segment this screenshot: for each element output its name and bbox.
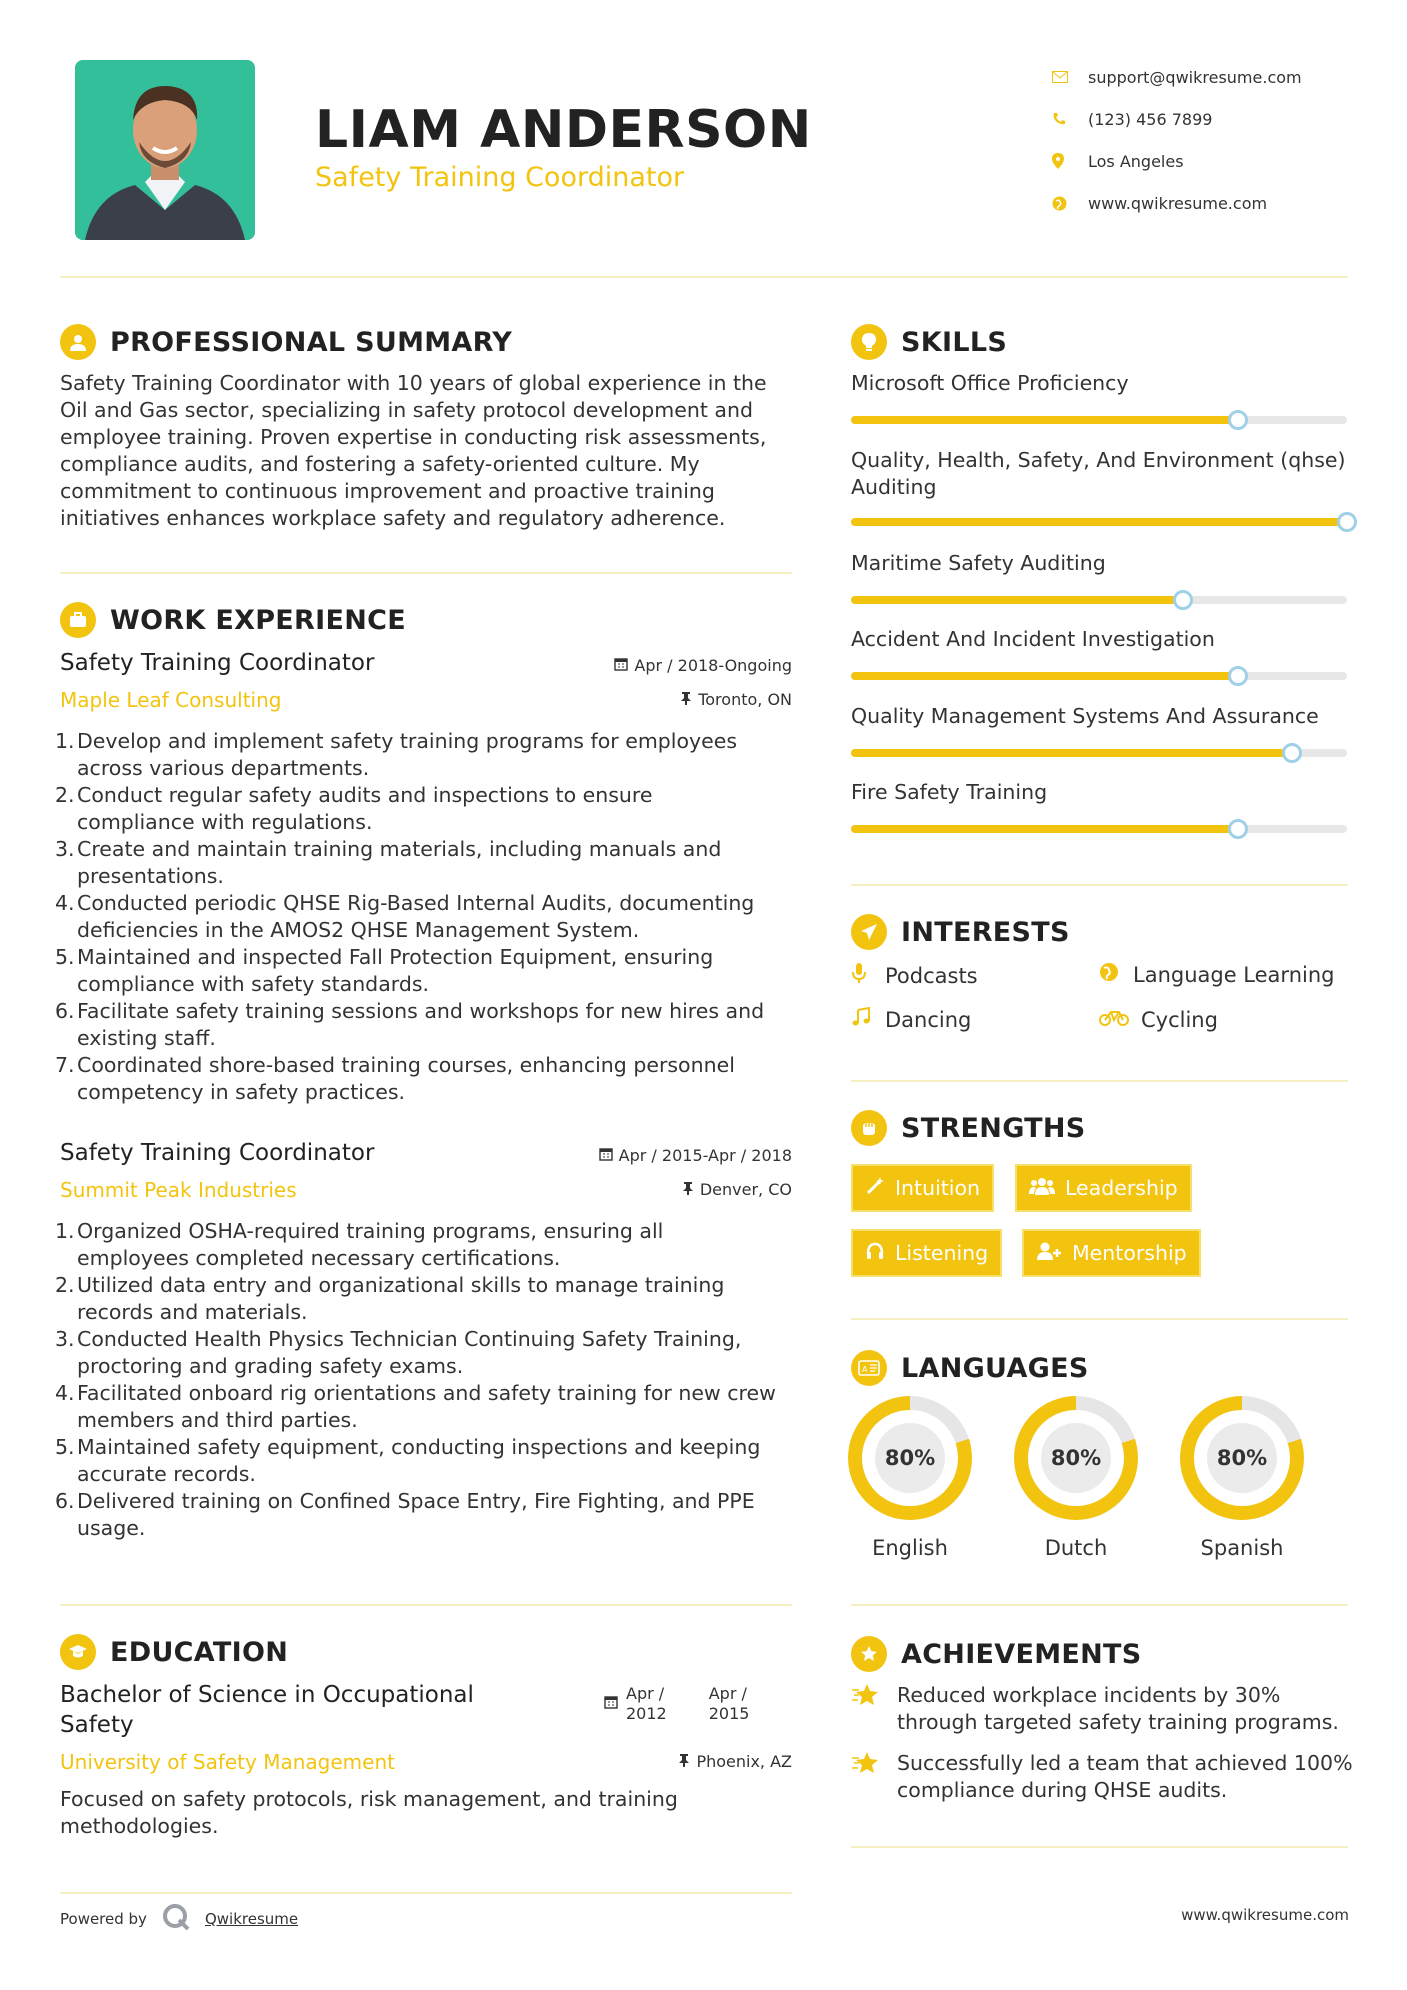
microphone-icon bbox=[851, 962, 873, 990]
pin-icon bbox=[682, 1180, 694, 1199]
pin-icon bbox=[680, 690, 692, 709]
school-name: University of Safety Management bbox=[60, 1750, 395, 1774]
lightbulb-icon bbox=[851, 324, 887, 360]
star-badge-icon bbox=[851, 1636, 887, 1672]
skills-heading: SKILLS bbox=[901, 326, 1008, 358]
skill-label: Quality Management Systems And Assurance bbox=[851, 704, 1319, 728]
header-divider bbox=[60, 276, 1348, 278]
envelope-icon bbox=[1052, 71, 1088, 83]
job-location bbox=[680, 690, 792, 709]
achievement-text: Reduced workplace incidents by 30% through targeted safety training programs. bbox=[897, 1683, 1339, 1734]
profile-photo bbox=[75, 60, 255, 240]
job-location-text: Denver, CO bbox=[699, 1180, 792, 1199]
paper-plane-icon bbox=[851, 914, 887, 950]
candidate-title: Safety Training Coordinator bbox=[315, 162, 685, 193]
user-icon bbox=[60, 324, 96, 360]
job-date bbox=[599, 1146, 792, 1165]
interest-item bbox=[1099, 962, 1334, 988]
contact-email[interactable] bbox=[1052, 56, 1372, 98]
skill-knob bbox=[1228, 666, 1248, 686]
language-ring bbox=[1014, 1396, 1138, 1520]
svg-text:A: A bbox=[862, 1365, 868, 1374]
language-name: Dutch bbox=[1044, 1536, 1108, 1560]
skill-fill bbox=[851, 825, 1238, 833]
fist-icon bbox=[851, 1110, 887, 1146]
summary-header bbox=[60, 324, 512, 360]
skill-knob bbox=[1282, 743, 1302, 763]
education-dates bbox=[604, 1684, 749, 1724]
summary-text bbox=[60, 370, 800, 532]
skill-item bbox=[851, 370, 1351, 397]
strength-label: Listening bbox=[895, 1241, 989, 1265]
duty-item: 5. Maintained and inspected Fall Protection Equipment, ensuring compliance with safety standards. bbox=[55, 945, 714, 996]
languages-heading: LANGUAGES bbox=[901, 1352, 1089, 1384]
education-location bbox=[678, 1752, 792, 1771]
summary-line: Safety Training Coordinator with 10 years of global experience in the bbox=[60, 371, 767, 395]
job-date-wrap bbox=[560, 656, 792, 676]
contact-location bbox=[1052, 140, 1372, 182]
language-ring bbox=[848, 1396, 972, 1520]
section-divider bbox=[60, 1604, 792, 1606]
duty-list bbox=[55, 728, 800, 1106]
powered-by-label: Powered by bbox=[60, 1910, 147, 1928]
job-location-text: Toronto, ON bbox=[698, 690, 792, 709]
star-icon bbox=[851, 1750, 885, 1804]
language-item bbox=[1180, 1396, 1304, 1560]
contact-block bbox=[1052, 56, 1372, 224]
strength-label: Mentorship bbox=[1072, 1241, 1187, 1265]
work-header bbox=[60, 602, 406, 638]
skill-fill bbox=[851, 749, 1292, 757]
job-date-wrap bbox=[540, 1146, 792, 1166]
job-date-text: Apr / 2018-Ongoing bbox=[634, 656, 792, 675]
duty-item: 4. Conducted periodic QHSE Rig-Based Internal Audits, documenting deficiencies in the AMOS2 QHSE Management System. bbox=[55, 891, 755, 942]
skill-item bbox=[851, 550, 1351, 577]
skill-bar bbox=[851, 825, 1347, 833]
skill-label: Maritime Safety Auditing bbox=[851, 551, 1106, 575]
strength-tag bbox=[1015, 1164, 1192, 1212]
achievements-header bbox=[851, 1636, 1142, 1672]
job-location-wrap bbox=[560, 690, 792, 710]
duty-item: 1. Organized OSHA-required training programs, ensuring all employees completed necessary certifications. bbox=[55, 1219, 664, 1270]
achievement-text: Successfully led a team that achieved 100% compliance during QHSE audits. bbox=[897, 1751, 1353, 1802]
duty-item: 7. Coordinated shore-based training courses, enhancing personnel competency in safety practices. bbox=[55, 1053, 735, 1104]
skill-bar bbox=[851, 749, 1347, 757]
section-divider bbox=[851, 1318, 1348, 1320]
footer-website[interactable]: www.qwikresume.com bbox=[1181, 1906, 1349, 1924]
language-level: 80% bbox=[1041, 1423, 1111, 1493]
job-location bbox=[682, 1180, 792, 1199]
skill-bar bbox=[851, 518, 1347, 526]
duty-item: 2. Conduct regular safety audits and inspections to ensure compliance with regulations. bbox=[55, 783, 653, 834]
qwikresume-logo-icon bbox=[161, 1902, 191, 1936]
interest-item bbox=[851, 962, 978, 990]
section-divider bbox=[851, 1604, 1348, 1606]
candidate-name: LIAM ANDERSON bbox=[315, 100, 812, 160]
summary-heading: PROFESSIONAL SUMMARY bbox=[110, 326, 513, 358]
language-name: English bbox=[872, 1536, 948, 1560]
skill-knob bbox=[1228, 819, 1248, 839]
duty-item: 5. Maintained safety equipment, conducting inspections and keeping accurate records. bbox=[55, 1435, 761, 1486]
company-name: Maple Leaf Consulting bbox=[60, 688, 282, 712]
skill-fill bbox=[851, 596, 1183, 604]
strength-label: Intuition bbox=[895, 1176, 981, 1200]
qwikresume-link[interactable]: Qwikresume bbox=[204, 1910, 299, 1928]
section-divider bbox=[851, 884, 1348, 886]
job-date bbox=[614, 656, 792, 675]
phone-icon bbox=[1052, 112, 1088, 126]
graduation-icon bbox=[60, 1634, 96, 1670]
skill-fill bbox=[851, 416, 1238, 424]
skill-fill bbox=[851, 672, 1238, 680]
globe-icon bbox=[1099, 962, 1121, 988]
job-location-wrap bbox=[560, 1180, 792, 1200]
skill-knob bbox=[1228, 410, 1248, 430]
skill-knob bbox=[1337, 512, 1357, 532]
interests-heading: INTERESTS bbox=[901, 916, 1070, 948]
duty-item: 3. Create and maintain training materials, including manuals and presentations. bbox=[55, 837, 722, 888]
section-divider bbox=[851, 1846, 1348, 1848]
education-end: Apr / 2015 bbox=[708, 1684, 750, 1723]
duty-item: 6. Facilitate safety training sessions and workshops for new hires and existing staff. bbox=[55, 999, 765, 1050]
interest-item bbox=[851, 1007, 971, 1033]
section-divider bbox=[60, 572, 792, 574]
language-level: 80% bbox=[1207, 1423, 1277, 1493]
contact-email-text: support@qwikresume.com bbox=[1088, 67, 1302, 87]
achievement-item bbox=[851, 1682, 1361, 1736]
interest-label: Language Learning bbox=[1133, 963, 1335, 987]
skill-bar bbox=[851, 596, 1347, 604]
achievement-item bbox=[851, 1750, 1361, 1804]
contact-phone-text: (123) 456 7899 bbox=[1088, 109, 1213, 129]
language-name: Spanish bbox=[1200, 1536, 1284, 1560]
bicycle-icon bbox=[1099, 1007, 1129, 1032]
language-item bbox=[848, 1396, 972, 1560]
strength-label: Leadership bbox=[1065, 1176, 1178, 1200]
strength-tag bbox=[851, 1164, 994, 1212]
duty-item: 3. Conducted Health Physics Technician Continuing Safety Training, proctoring and grading safety exams. bbox=[55, 1327, 742, 1378]
interests-header bbox=[851, 914, 1070, 950]
degree-line: Bachelor of Science in Occupational bbox=[60, 1682, 474, 1708]
skill-label: Quality, Health, Safety, And Environment (qhse) Auditing bbox=[851, 448, 1346, 499]
language-ring bbox=[1180, 1396, 1304, 1520]
skill-item bbox=[851, 703, 1351, 730]
skill-item bbox=[851, 447, 1351, 501]
calendar-icon bbox=[614, 656, 628, 675]
contact-phone[interactable] bbox=[1052, 98, 1372, 140]
pin-icon bbox=[678, 1752, 690, 1771]
contact-website[interactable] bbox=[1052, 182, 1372, 224]
strength-tag bbox=[1022, 1229, 1201, 1277]
globe-icon bbox=[1052, 196, 1088, 211]
summary-line: employee training. Proven expertise in conducting risk assessments, bbox=[60, 425, 767, 449]
interest-label: Podcasts bbox=[885, 964, 978, 988]
magic-wand-icon bbox=[865, 1176, 885, 1201]
skill-bar bbox=[851, 672, 1347, 680]
degree-title bbox=[60, 1680, 474, 1740]
strength-tag bbox=[851, 1229, 1002, 1277]
skill-label: Accident And Incident Investigation bbox=[851, 627, 1215, 651]
education-heading: EDUCATION bbox=[110, 1636, 289, 1668]
education-start: Apr / 2012 bbox=[626, 1684, 667, 1723]
contact-website-text: www.qwikresume.com bbox=[1088, 193, 1268, 213]
user-plus-icon bbox=[1036, 1241, 1062, 1266]
summary-line: compliance audits, and fostering a safety-oriented culture. My bbox=[60, 452, 700, 476]
duty-item: 6. Delivered training on Confined Space Entry, Fire Fighting, and PPE usage. bbox=[55, 1489, 755, 1540]
languages-header bbox=[851, 1350, 1089, 1386]
duty-list bbox=[55, 1218, 800, 1542]
calendar-icon bbox=[599, 1146, 613, 1165]
map-pin-icon bbox=[1052, 153, 1088, 169]
strengths-heading: STRENGTHS bbox=[901, 1112, 1086, 1144]
skill-label: Microsoft Office Proficiency bbox=[851, 371, 1129, 395]
briefcase-icon bbox=[60, 602, 96, 638]
job-title: Safety Training Coordinator bbox=[60, 650, 375, 676]
skills-header bbox=[851, 324, 1007, 360]
interest-item bbox=[1099, 1007, 1218, 1032]
duty-item: 2. Utilized data entry and organizational skills to manage training records and materials. bbox=[55, 1273, 725, 1324]
section-divider bbox=[851, 1080, 1348, 1082]
duty-item: 1. Develop and implement safety training programs for employees across various departments. bbox=[55, 729, 738, 780]
contact-location-text: Los Angeles bbox=[1088, 151, 1184, 171]
skill-label: Fire Safety Training bbox=[851, 780, 1048, 804]
skill-item bbox=[851, 626, 1351, 653]
interest-label: Cycling bbox=[1141, 1007, 1218, 1032]
calendar-icon bbox=[604, 1684, 618, 1724]
job-title: Safety Training Coordinator bbox=[60, 1140, 375, 1166]
work-heading: WORK EXPERIENCE bbox=[110, 604, 406, 636]
education-header bbox=[60, 1634, 288, 1670]
job-date-text: Apr / 2015-Apr / 2018 bbox=[618, 1146, 792, 1165]
education-description: Focused on safety protocols, risk management, and training methodologies. bbox=[60, 1787, 678, 1838]
skill-knob bbox=[1173, 590, 1193, 610]
education-location-wrap bbox=[560, 1752, 792, 1772]
language-card-icon bbox=[851, 1350, 887, 1386]
footer-powered bbox=[60, 1902, 298, 1936]
users-icon bbox=[1029, 1176, 1055, 1201]
summary-line: initiatives enhances workplace safety and regulatory adherence. bbox=[60, 506, 726, 530]
language-level: 80% bbox=[875, 1423, 945, 1493]
degree-line: Safety bbox=[60, 1712, 134, 1738]
skill-fill bbox=[851, 518, 1347, 526]
language-item bbox=[1014, 1396, 1138, 1560]
strengths-header bbox=[851, 1110, 1086, 1146]
headphones-icon bbox=[865, 1241, 885, 1266]
star-icon bbox=[851, 1682, 885, 1736]
skill-item bbox=[851, 779, 1351, 806]
summary-line: Oil and Gas sector, specializing in safety protocol development and bbox=[60, 398, 753, 422]
achievements-heading: ACHIEVEMENTS bbox=[901, 1638, 1142, 1670]
footer-divider bbox=[60, 1892, 792, 1894]
music-note-icon bbox=[851, 1007, 873, 1033]
interest-label: Dancing bbox=[885, 1008, 972, 1032]
summary-line: commitment to continuous improvement and proactive training bbox=[60, 479, 715, 503]
company-name: Summit Peak Industries bbox=[60, 1178, 297, 1202]
duty-item: 4. Facilitated onboard rig orientations and safety training for new crew members and third parties. bbox=[55, 1381, 776, 1432]
education-location-text: Phoenix, AZ bbox=[696, 1752, 792, 1771]
skill-bar bbox=[851, 416, 1347, 424]
